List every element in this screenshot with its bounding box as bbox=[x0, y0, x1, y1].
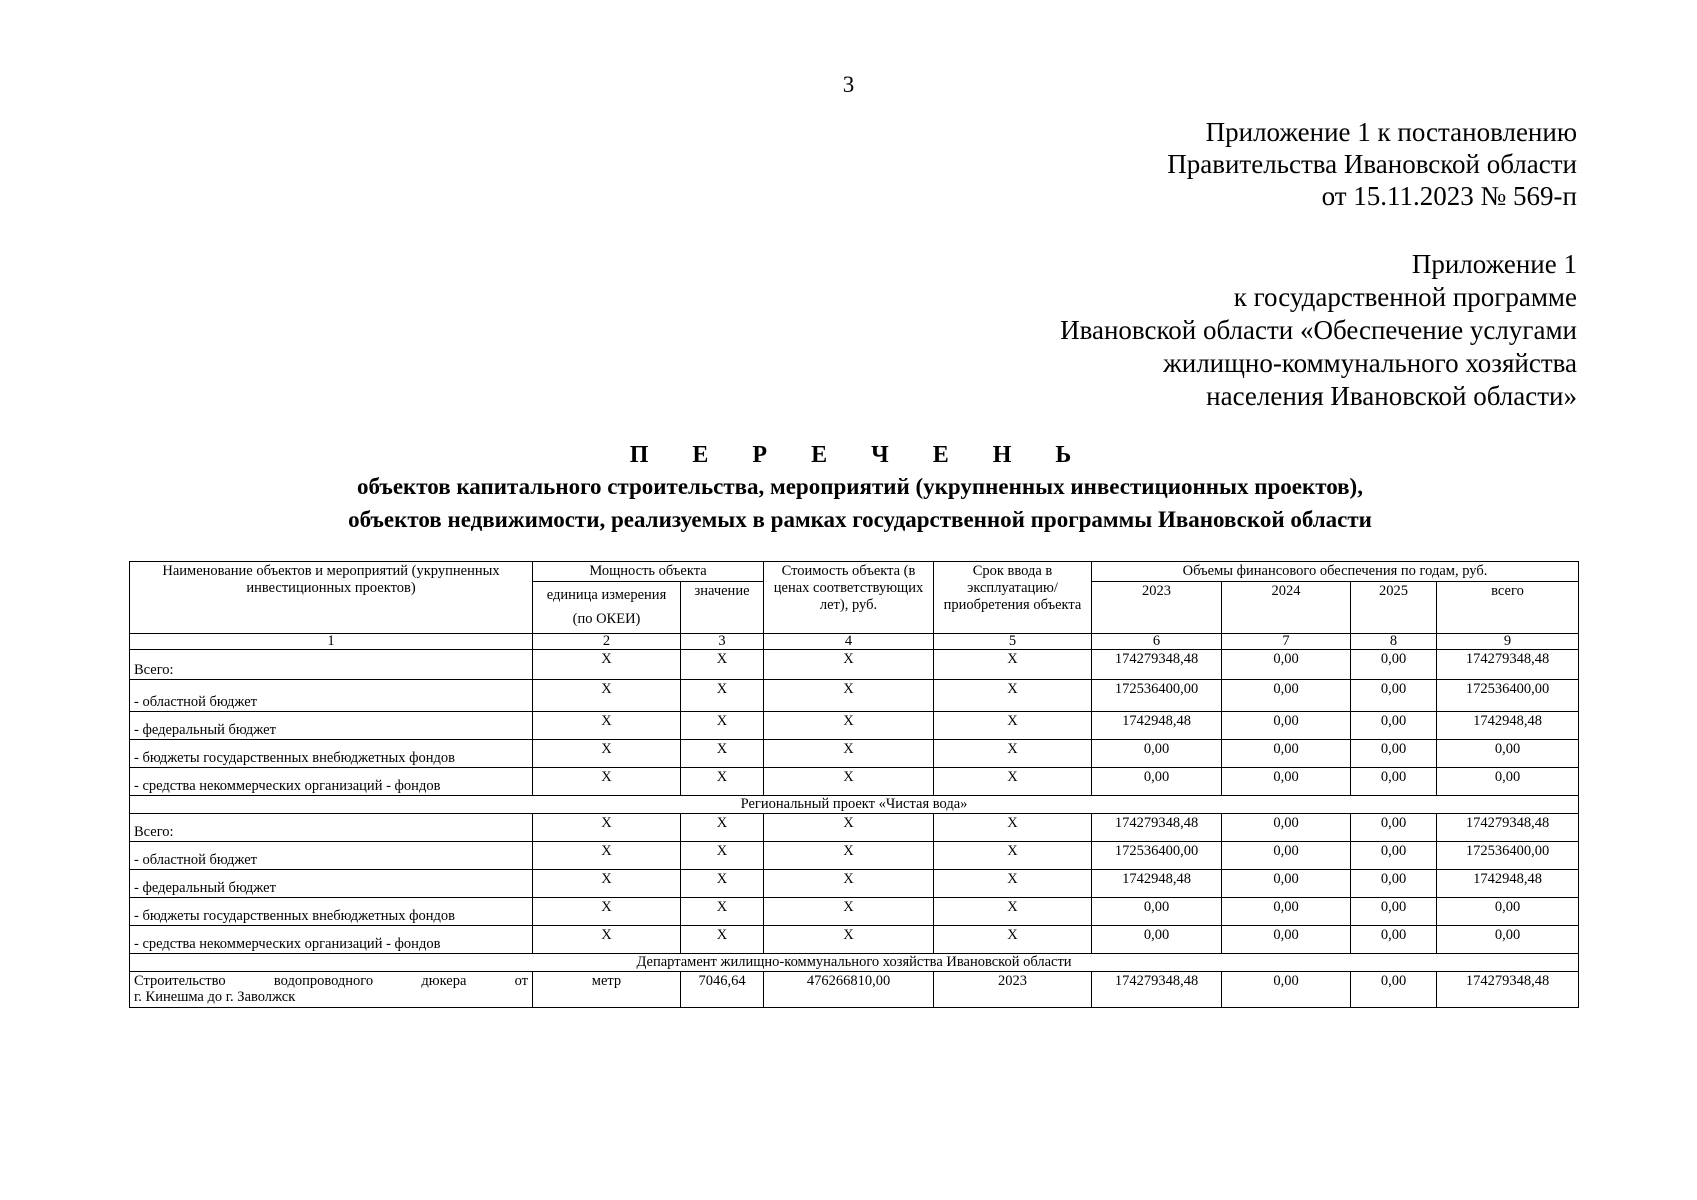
column-number: 6 bbox=[1092, 634, 1222, 650]
row-label: Всего: bbox=[130, 650, 533, 680]
table-row bbox=[130, 740, 1579, 768]
table-row bbox=[130, 972, 1579, 1008]
appendix-line: Правительства Ивановской области bbox=[1167, 149, 1577, 179]
cell-total: 1742948,48 bbox=[1437, 712, 1579, 740]
section-row bbox=[130, 796, 1579, 814]
cell-2025: 0,00 bbox=[1351, 740, 1437, 768]
cell-2023: 0,00 bbox=[1092, 740, 1222, 768]
appendix-line: Приложение 1 к постановлению bbox=[1205, 117, 1577, 147]
cell-2023: 0,00 bbox=[1092, 768, 1222, 796]
cell-2025: 0,00 bbox=[1351, 926, 1437, 954]
cell-cost: X bbox=[764, 650, 934, 680]
cell-2023: 172536400,00 bbox=[1092, 680, 1222, 712]
header-deadline: Срок ввода в эксплуатацию/ приобретения объекта bbox=[934, 562, 1092, 634]
cell-deadline: X bbox=[934, 926, 1092, 954]
appendix-to-resolution bbox=[877, 116, 1577, 212]
column-number: 5 bbox=[934, 634, 1092, 650]
cell-cost: X bbox=[764, 768, 934, 796]
cell-2025: 0,00 bbox=[1351, 870, 1437, 898]
cell-total: 172536400,00 bbox=[1437, 680, 1579, 712]
appendix-line: к государственной программе bbox=[1233, 282, 1577, 312]
row-label: - средства некоммерческих организаций - фондов bbox=[130, 926, 533, 954]
cell-total: 174279348,48 bbox=[1437, 650, 1579, 680]
cell-2023: 174279348,48 bbox=[1092, 972, 1222, 1008]
header-total: всего bbox=[1437, 582, 1579, 634]
cell-cost: X bbox=[764, 898, 934, 926]
cell-2023: 1742948,48 bbox=[1092, 712, 1222, 740]
cell-cost: X bbox=[764, 740, 934, 768]
cell-2024: 0,00 bbox=[1222, 972, 1351, 1008]
cell-2024: 0,00 bbox=[1222, 842, 1351, 870]
cell-total: 1742948,48 bbox=[1437, 870, 1579, 898]
page-number: 3 bbox=[842, 72, 855, 97]
row-label: - федеральный бюджет bbox=[130, 870, 533, 898]
cell-unit: X bbox=[533, 814, 681, 842]
appendix-to-program bbox=[777, 248, 1577, 413]
table-row bbox=[130, 712, 1579, 740]
cell-unit: X bbox=[533, 870, 681, 898]
table-row bbox=[130, 842, 1579, 870]
cell-deadline: X bbox=[934, 898, 1092, 926]
column-number-row bbox=[130, 634, 1579, 650]
column-number: 4 bbox=[764, 634, 934, 650]
cell-unit: X bbox=[533, 768, 681, 796]
cell-2024: 0,00 bbox=[1222, 680, 1351, 712]
cell-deadline: X bbox=[934, 650, 1092, 680]
cell-unit: X bbox=[533, 898, 681, 926]
cell-cost: X bbox=[764, 842, 934, 870]
row-label: - средства некоммерческих организаций - фондов bbox=[130, 768, 533, 796]
appendix-line: Приложение 1 bbox=[1411, 249, 1577, 279]
cell-deadline: X bbox=[934, 680, 1092, 712]
cell-2023: 0,00 bbox=[1092, 898, 1222, 926]
section-row bbox=[130, 954, 1579, 972]
table-row bbox=[130, 814, 1579, 842]
cell-value: X bbox=[681, 870, 764, 898]
row-label: - областной бюджет bbox=[130, 842, 533, 870]
cell-total: 0,00 bbox=[1437, 926, 1579, 954]
column-number: 8 bbox=[1351, 634, 1437, 650]
cell-total: 172536400,00 bbox=[1437, 842, 1579, 870]
cell-2025: 0,00 bbox=[1351, 972, 1437, 1008]
cell-2025: 0,00 bbox=[1351, 814, 1437, 842]
cell-2023: 0,00 bbox=[1092, 926, 1222, 954]
cell-2024: 0,00 bbox=[1222, 898, 1351, 926]
cell-cost: X bbox=[764, 814, 934, 842]
header-year-2023: 2023 bbox=[1092, 582, 1222, 634]
cell-2025: 0,00 bbox=[1351, 842, 1437, 870]
table-row bbox=[130, 926, 1579, 954]
cell-value: 7046,64 bbox=[681, 972, 764, 1008]
object-name-line: г. Кинешма до г. Заволжск bbox=[134, 989, 296, 1005]
cell-total: 0,00 bbox=[1437, 898, 1579, 926]
table-row bbox=[130, 870, 1579, 898]
cell-2023: 1742948,48 bbox=[1092, 870, 1222, 898]
cell-2025: 0,00 bbox=[1351, 680, 1437, 712]
row-label: - областной бюджет bbox=[130, 680, 533, 712]
block-objects bbox=[130, 972, 1579, 1008]
section-title-department: Департамент жилищно-коммунального хозяйства Ивановской области bbox=[130, 954, 1579, 972]
cell-cost: X bbox=[764, 926, 934, 954]
header-capacity: Мощность объекта bbox=[533, 562, 764, 582]
objects-table bbox=[129, 561, 1579, 1008]
column-number: 3 bbox=[681, 634, 764, 650]
header-year-2025: 2025 bbox=[1351, 582, 1437, 634]
section-title-clean-water: Региональный проект «Чистая вода» bbox=[130, 796, 1579, 814]
appendix-line: жилищно-коммунального хозяйства bbox=[1163, 348, 1577, 378]
row-label: - федеральный бюджет bbox=[130, 712, 533, 740]
cell-unit: X bbox=[533, 712, 681, 740]
cell-2024: 0,00 bbox=[1222, 768, 1351, 796]
column-number: 9 bbox=[1437, 634, 1579, 650]
cell-2025: 0,00 bbox=[1351, 712, 1437, 740]
table-row bbox=[130, 650, 1579, 680]
title-line: объектов капитального строительства, мероприятий (укрупненных инвестиционных проектов), bbox=[357, 474, 1363, 499]
table-row bbox=[130, 768, 1579, 796]
cell-cost: X bbox=[764, 712, 934, 740]
cell-2023: 172536400,00 bbox=[1092, 842, 1222, 870]
cell-unit: X bbox=[533, 680, 681, 712]
header-funding: Объемы финансового обеспечения по годам, руб. bbox=[1092, 562, 1579, 582]
title-heading: П Е Р Е Ч Е Н Ь bbox=[629, 442, 1091, 468]
cell-value: X bbox=[681, 768, 764, 796]
cell-unit: метр bbox=[533, 972, 681, 1008]
header-row bbox=[130, 562, 1579, 582]
cell-cost: X bbox=[764, 870, 934, 898]
header-year-2024: 2024 bbox=[1222, 582, 1351, 634]
row-label: - бюджеты государственных внебюджетных фондов bbox=[130, 740, 533, 768]
cell-deadline: X bbox=[934, 870, 1092, 898]
cell-value: X bbox=[681, 926, 764, 954]
header-value: значение bbox=[681, 582, 764, 634]
appendix-line: Ивановской области «Обеспечение услугами bbox=[1060, 315, 1577, 345]
cell-unit: X bbox=[533, 926, 681, 954]
object-name bbox=[130, 972, 533, 1008]
column-number: 7 bbox=[1222, 634, 1351, 650]
cell-total: 174279348,48 bbox=[1437, 972, 1579, 1008]
cell-total: 0,00 bbox=[1437, 768, 1579, 796]
cell-2023: 174279348,48 bbox=[1092, 650, 1222, 680]
column-number: 2 bbox=[533, 634, 681, 650]
cell-2025: 0,00 bbox=[1351, 898, 1437, 926]
table-row bbox=[130, 680, 1579, 712]
object-name-line: Строительство водопроводного дюкера от bbox=[134, 973, 528, 989]
title-line: объектов недвижимости, реализуемых в рамках государственной программы Ивановской области bbox=[348, 507, 1372, 532]
block-regional-project bbox=[130, 814, 1579, 972]
cell-2025: 0,00 bbox=[1351, 650, 1437, 680]
cell-2024: 0,00 bbox=[1222, 712, 1351, 740]
cell-deadline: X bbox=[934, 740, 1092, 768]
cell-value: X bbox=[681, 898, 764, 926]
cell-unit: X bbox=[533, 842, 681, 870]
cell-2025: 0,00 bbox=[1351, 768, 1437, 796]
row-label: - бюджеты государственных внебюджетных фондов bbox=[130, 898, 533, 926]
cell-deadline: X bbox=[934, 768, 1092, 796]
cell-value: X bbox=[681, 740, 764, 768]
cell-deadline: X bbox=[934, 814, 1092, 842]
cell-cost: 476266810,00 bbox=[764, 972, 934, 1008]
appendix-line: от 15.11.2023 № 569-п bbox=[1321, 181, 1577, 211]
appendix-line: населения Ивановской области» bbox=[1206, 381, 1577, 411]
cell-value: X bbox=[681, 650, 764, 680]
cell-deadline: X bbox=[934, 712, 1092, 740]
cell-deadline: 2023 bbox=[934, 972, 1092, 1008]
cell-cost: X bbox=[764, 680, 934, 712]
header-name: Наименование объектов и мероприятий (укрупненных инвестиционных проектов) bbox=[130, 562, 533, 634]
cell-value: X bbox=[681, 680, 764, 712]
header-unit: единица измерения (по ОКЕИ) bbox=[533, 582, 681, 634]
cell-2024: 0,00 bbox=[1222, 814, 1351, 842]
cell-value: X bbox=[681, 842, 764, 870]
cell-2024: 0,00 bbox=[1222, 926, 1351, 954]
cell-value: X bbox=[681, 814, 764, 842]
cell-unit: X bbox=[533, 740, 681, 768]
cell-total: 174279348,48 bbox=[1437, 814, 1579, 842]
cell-2024: 0,00 bbox=[1222, 650, 1351, 680]
header-cost: Стоимость объекта (в ценах соответствующих лет), руб. bbox=[764, 562, 934, 634]
row-label: Всего: bbox=[130, 814, 533, 842]
cell-2024: 0,00 bbox=[1222, 740, 1351, 768]
cell-unit: X bbox=[533, 650, 681, 680]
block-total bbox=[130, 650, 1579, 814]
cell-value: X bbox=[681, 712, 764, 740]
table-row bbox=[130, 898, 1579, 926]
document-title bbox=[0, 440, 1697, 536]
cell-total: 0,00 bbox=[1437, 740, 1579, 768]
cell-2024: 0,00 bbox=[1222, 870, 1351, 898]
cell-2023: 174279348,48 bbox=[1092, 814, 1222, 842]
column-number: 1 bbox=[130, 634, 533, 650]
cell-deadline: X bbox=[934, 842, 1092, 870]
